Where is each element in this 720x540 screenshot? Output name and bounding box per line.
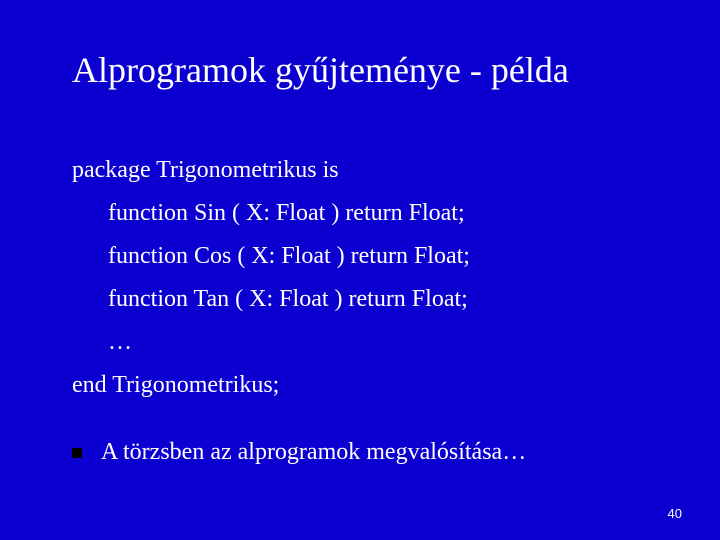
slide-title: Alprogramok gyűjteménye - példa bbox=[72, 50, 569, 90]
code-line-end: end Trigonometrikus; bbox=[72, 372, 280, 398]
code-line-package: package Trigonometrikus is bbox=[72, 157, 339, 183]
code-line-ellipsis: … bbox=[108, 329, 132, 355]
code-line-tan: function Tan ( X: Float ) return Float; bbox=[108, 286, 468, 312]
code-block bbox=[72, 149, 470, 407]
code-line-cos: function Cos ( X: Float ) return Float; bbox=[108, 243, 470, 269]
bullet-item bbox=[72, 432, 526, 472]
bullet-text: A törzsben az alprogramok megvalósítása… bbox=[101, 439, 527, 465]
page-number: 40 bbox=[667, 506, 682, 521]
code-line-sin: function Sin ( X: Float ) return Float; bbox=[108, 200, 465, 226]
square-bullet-icon bbox=[72, 448, 82, 458]
